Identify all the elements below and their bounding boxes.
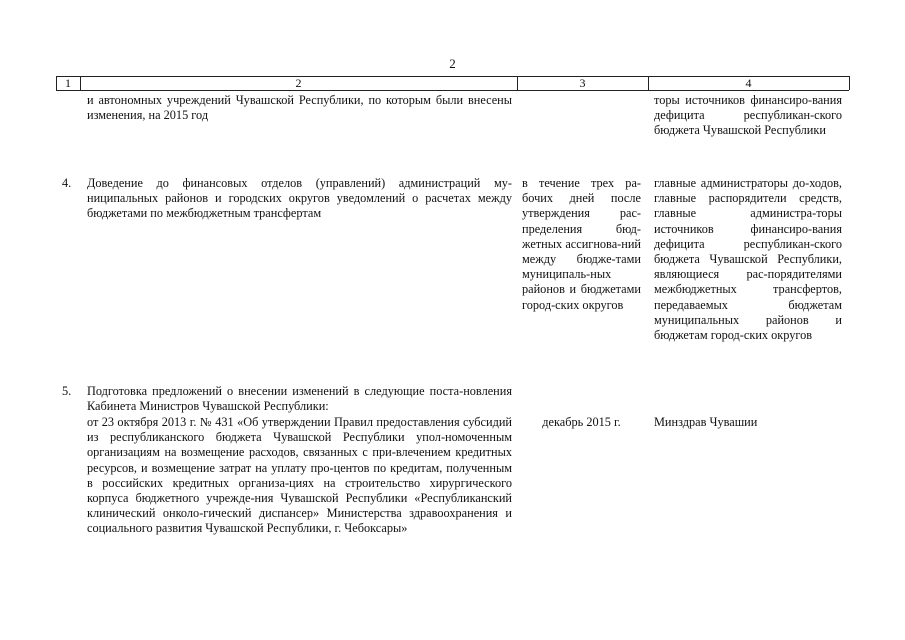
page-number: 2 (449, 56, 456, 71)
header-col-4: 4 (745, 76, 752, 90)
header-col-3: 3 (579, 76, 586, 90)
row-5-task-intro: Подготовка предложений о внесении изменений в следующие поста-новления Кабинета Министров Чувашской Республики: (87, 384, 512, 414)
header-col-1: 1 (65, 76, 71, 90)
row-4-responsible: главные администраторы до-ходов, главные распорядители средств, главные администра-торы источников финансиро-вания дефицита республикан-ского бюджета Чувашской Республики, являющиеся рас-порядителями межбюджетных трансфертов, передаваемых бюджетам муниципальных районов и бюджетам город-ских округов (654, 176, 842, 343)
table-border-right (849, 76, 850, 90)
row-5-term: декабрь 2015 г. (542, 415, 621, 429)
row-4-term: в течение трех ра-бочих дней после утверждения рас-пределения бюд-жетных ассигнова-ний между бюдже-тами муниципаль-ных районов и бюджетами город-ских округов (522, 176, 641, 312)
row-5-responsible: Минздрав Чувашии (654, 415, 758, 429)
row-4-number: 4. (62, 176, 72, 190)
header-col-2: 2 (295, 76, 302, 90)
table-header-bottom-border (56, 90, 849, 91)
row-cont-responsible: торы источников финансиро-вания дефицита республикан-ского бюджета Чувашской Республики (654, 93, 842, 138)
row-5-task: от 23 октября 2013 г. № 431 «Об утверждении Правил предоставления субсидий из республиканского бюджета Чувашской Республики упол-номоченным организациям на возмещение расходов, связанных с при-влечением кредитных ресурсов, и возмещение затрат на уплату про-центов по кредитам, полученным в российских кредитных организа-циях на строительство хирургического корпуса бюджетного учрежде-ния Чувашской Республики «Республиканский клинический онколо-гический диспансер» Министерства здравоохранения и социального развития Чувашской Республики, г. Чебоксары» (87, 415, 512, 536)
row-4-task: Доведение до финансовых отделов (управлений) администраций му-ниципальных районов и городских округов уведомлений о расчетах между бюджетами по межбюджетным трансфертам (87, 176, 512, 221)
row-5-number: 5. (62, 384, 72, 398)
row-cont-task: и автономных учреждений Чувашской Республики, по которым были внесены изменения, на 2015 год (87, 93, 512, 123)
